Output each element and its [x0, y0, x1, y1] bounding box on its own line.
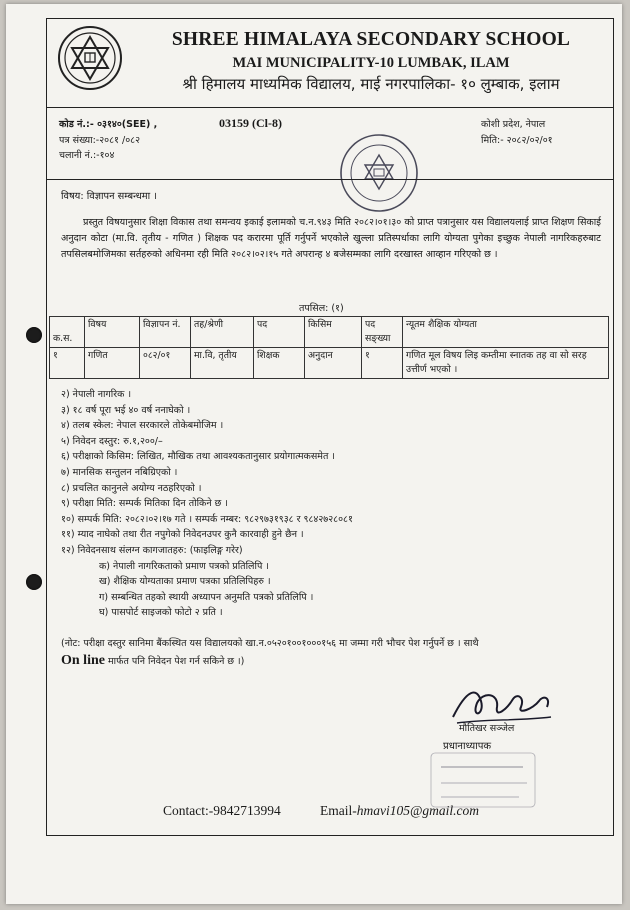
email-label: Email-: [320, 803, 357, 818]
body-paragraph: [61, 215, 601, 263]
contact-number: Contact:-9842713994: [163, 803, 281, 818]
principal-title: प्रधानाध्यापक: [443, 741, 492, 752]
email-address: hmavi105@gmail.com: [356, 803, 480, 818]
list-item: ३) १८ वर्ष पूरा भई ४० वर्ष ननाघेको ।: [61, 404, 191, 416]
punch-hole: [26, 574, 42, 590]
code-cl8: 03159 (Cl-8): [219, 116, 282, 130]
document-page: [6, 4, 622, 904]
conditions-list: [61, 387, 353, 621]
subject-line: विषय: विज्ञापन सम्बन्धमा ।: [61, 191, 158, 202]
col-level: तह/श्रेणी: [191, 317, 254, 348]
cell-post: शिक्षक: [254, 348, 305, 379]
page-border: [46, 18, 614, 836]
body-text: प्रस्तुत विषयानुसार शिक्षा विकास तथा समन्वय इकाई इलामको च.न.९४३ मिति २०८२।०१।३० को प्राप्त पत्रानुसार यस विद्यालयलाई प्राप्त शिक्षण सिकाई अनुदान कोटा (मा.वि. तृतीय - गणित ) शिक्षक पद करारमा पूर्ति गर्नुपर्ने भएकोले खुल्ला प्रतिस्पर्धाका लागि योग्यता पुगेका इच्छुक नेपाली नागरिकहरुबाट तपसिलबमोजिमका सर्तहरुको अधिनमा रही मिति २०८२।०२।१५ गते अपरान्ह ४ बजेसम्मका लागि दरखास्त आव्हान गरिएको छ ।: [61, 217, 601, 260]
school-logo-icon: [57, 25, 123, 91]
col-ad-number: विज्ञापन नं.: [140, 317, 191, 348]
attachment-item: क) नेपाली नागरिकताको प्रमाण पत्रको प्रतिलिपि ।: [99, 560, 269, 572]
letter-date: मिति:- २०८२/०२/०१: [481, 135, 553, 146]
table-caption: तपसिल: (१): [299, 303, 344, 314]
punch-hole: [26, 327, 42, 343]
list-item: ९) परीक्षा मिति: सम्पर्क मितिका दिन तोकिने छ ।: [61, 498, 228, 510]
attachment-item: ख) शैक्षिक योग्यताका प्रमाण पत्रका प्रतिलिपिहरु ।: [99, 576, 271, 588]
table-row: [50, 348, 609, 379]
principal-name: मौतिखर सञ्जेल: [459, 723, 515, 734]
list-item: ५) निवेदन दस्तुर: रु.१,२००/–: [61, 435, 163, 447]
dispatch-number: चलानी नं.:-१०४: [59, 150, 115, 161]
meta-divider: [47, 179, 613, 180]
col-post: पद: [254, 317, 305, 348]
office-stamp-icon: [337, 131, 421, 215]
list-item: १०) सम्पर्क मिति: २०८२।०२।१७ गते । सम्पर्क नम्बर: ९८२९७३१९३८ र ९८४२७२८०८१: [61, 513, 353, 525]
attachment-item: घ) पासपोर्ट साइजको फोटो २ प्रति ।: [99, 607, 223, 619]
note-paragraph: [61, 635, 609, 670]
list-item: ७) मानसिक सन्तुलन नबिग्रिएको ।: [61, 466, 178, 478]
school-name: SHREE HIMALAYA SECONDARY SCHOOL: [171, 29, 571, 50]
email-line: [320, 803, 479, 819]
province: कोशी प्रदेश, नेपाल: [481, 119, 546, 130]
cell-type: अनुदान: [305, 348, 362, 379]
code-number: कोड नं.:- ०३१४०(SEE) ,: [59, 119, 158, 130]
col-qualification: न्यूतम शैक्षिक योग्यता: [403, 317, 609, 348]
principal-stamp-icon: [423, 737, 543, 811]
col-subject: विषय: [85, 317, 140, 348]
cell-ad-number: ०८२/०१: [140, 348, 191, 379]
cell-subject: गणित: [85, 348, 140, 379]
school-name-nepali: श्री हिमालय माध्यमिक विद्यालय, माई नगरपालिका- १० लुम्बाक, इलाम: [182, 75, 560, 93]
list-item: ११) म्याद नाघेको तथा रीत नपुगेको निवेदनउपर कुनै कारवाही हुने छैन ।: [61, 529, 304, 541]
list-item: ४) तलब स्केल: नेपाल सरकारले तोकेबमोजिम ।: [61, 420, 224, 432]
vacancy-table: [49, 316, 609, 379]
cell-serial: १: [50, 348, 85, 379]
letter-number: पत्र संख्या:-२०८१ /०८२: [59, 135, 141, 146]
col-post-count: पद सङ्ख्या: [362, 317, 403, 348]
school-address: MAI MUNICIPALITY-10 LUMBAK, ILAM: [232, 55, 510, 71]
list-item: ८) प्रचलित कानुनले अयोग्य नठहरिएको ।: [61, 482, 202, 494]
list-item: २) नेपाली नागरिक ।: [61, 389, 132, 400]
cell-level: मा.वि, तृतीय: [191, 348, 254, 379]
cell-post-count: १: [362, 348, 403, 379]
note-end: मार्फत पनि निवेदन पेश गर्न सकिने छ ।): [104, 656, 245, 667]
cell-qualification: गणित मूल विषय लिइ कम्तीमा स्नातक तह वा सो सरह उत्तीर्ण भएको ।: [403, 348, 609, 379]
note-online: On line: [61, 653, 105, 668]
col-type: किसिम: [305, 317, 362, 348]
header-divider: [47, 107, 613, 108]
list-item: ६) परीक्षाको किसिम: लिखित, मौखिक तथा आवश्यकतानुसार प्रयोगात्मकसमेत ।: [61, 451, 335, 463]
list-item: १२) निवेदनसाथ संलग्न कागजातहरु: (फाइलिङ्ग गरेर): [61, 544, 243, 556]
col-serial: क.स.: [50, 317, 85, 348]
note-text: (नोट: परीक्षा दस्तुर सानिमा बैंकस्थित यस विद्यालयको खा.न.०५२०१००१०००१५६ मा जम्मा गरी भौचर पेश गर्नुपर्ने छ । साथै: [61, 638, 479, 649]
attachment-item: ग) सम्बन्धित तहको स्थायी अध्यापन अनुमति पत्रको प्रतिलिपि ।: [99, 591, 314, 603]
table-header-row: [50, 317, 609, 348]
